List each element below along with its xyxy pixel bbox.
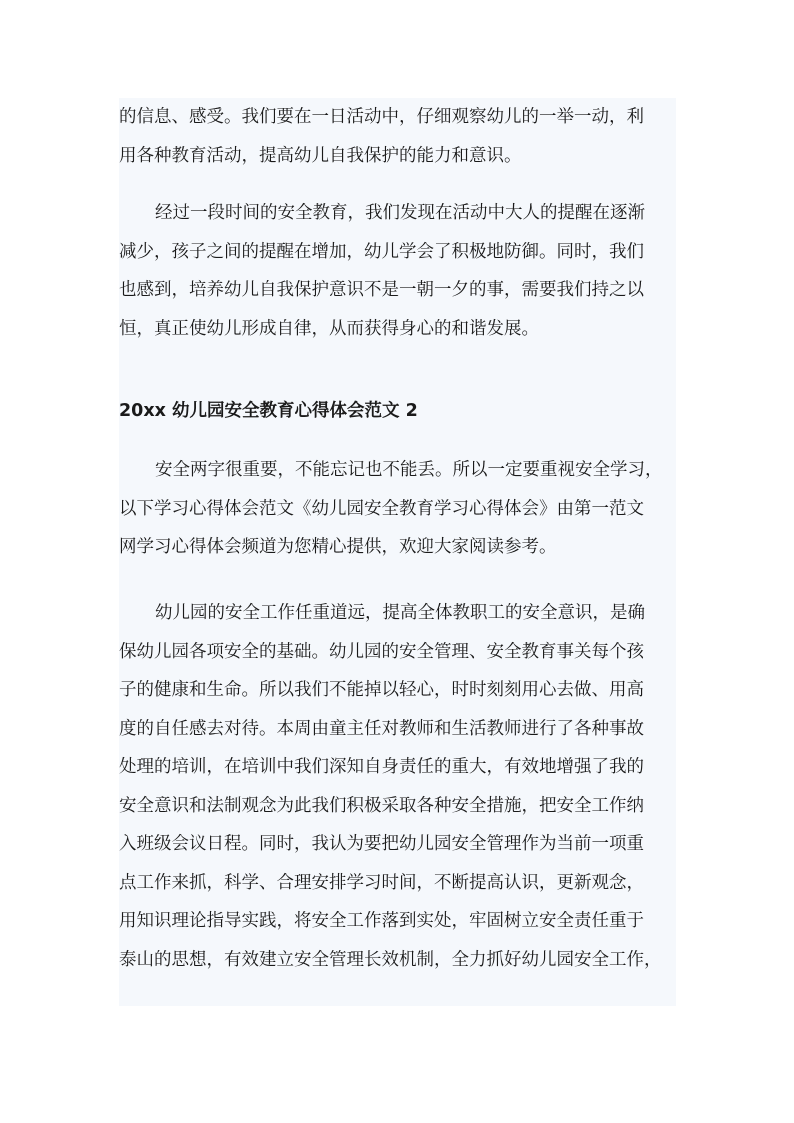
text-line: 安全意识和法制观念为此我们积极采取各种安全措施，把安全工作纳	[119, 795, 644, 816]
text-line: 幼儿园的安全工作任重道远，提高全体教职工的安全意识，是确	[155, 603, 645, 623]
paragraph-2	[119, 194, 676, 348]
text-line: 以下学习心得体会范文《幼儿园安全教育学习心得体会》由第一范文	[119, 498, 644, 519]
text-line: 安全两字很重要，不能忘记也不能丢。所以一定要重视安全学习，	[155, 460, 663, 480]
text-line: 的信息、感受。我们要在一日活动中，仔细观察幼儿的一举一动，利	[119, 107, 644, 127]
text-line: 用知识理论指导实践，将安全工作落到实处，牢固树立安全责任重于	[119, 911, 644, 931]
heading-text: 20xx 幼儿园安全教育心得体会范文 2	[119, 401, 418, 421]
paragraph-4	[119, 594, 676, 979]
section-heading	[119, 392, 676, 431]
text-line: 减少，孩子之间的提醒在增加，幼儿学会了积极地防御。同时，我们	[119, 241, 644, 262]
text-line: 子的健康和生命。所以我们不能掉以轻心，时时刻刻用心去做、用高	[119, 680, 644, 700]
text-line: 保幼儿园各项安全的基础。幼儿园的安全管理、安全教育事关每个孩	[119, 641, 644, 662]
document-page	[119, 98, 676, 1006]
text-line: 处理的培训，在培训中我们深知自身责任的重大，有效地增强了我的	[119, 757, 644, 777]
text-line: 入班级会议日程。同时，我认为要把幼儿园安全管理作为当前一项重	[119, 834, 644, 854]
text-line: 用各种教育活动，提高幼儿自我保护的能力和意识。	[119, 145, 522, 166]
paragraph-1	[119, 98, 676, 175]
text-line: 经过一段时间的安全教育，我们发现在活动中大人的提醒在逐渐	[155, 203, 645, 223]
text-line: 网学习心得体会频道为您精心提供，欢迎大家阅读参考。	[119, 537, 557, 557]
text-line: 也感到，培养幼儿自我保护意识不是一朝一夕的事，需要我们持之以	[119, 280, 644, 300]
text-line: 点工作来抓，科学、合理安排学习时间，不断提高认识，更新观念，	[119, 872, 644, 893]
paragraph-3	[119, 451, 676, 567]
text-line: 恒，真正使幼儿形成自律，从而获得身心的和谐发展。	[119, 318, 539, 339]
text-line: 度的自任感去对待。本周由童主任对教师和生活教师进行了各种事故	[119, 718, 644, 739]
text-line: 泰山的思想，有效建立安全管理长效机制，全力抓好幼儿园安全工作，	[119, 949, 662, 970]
